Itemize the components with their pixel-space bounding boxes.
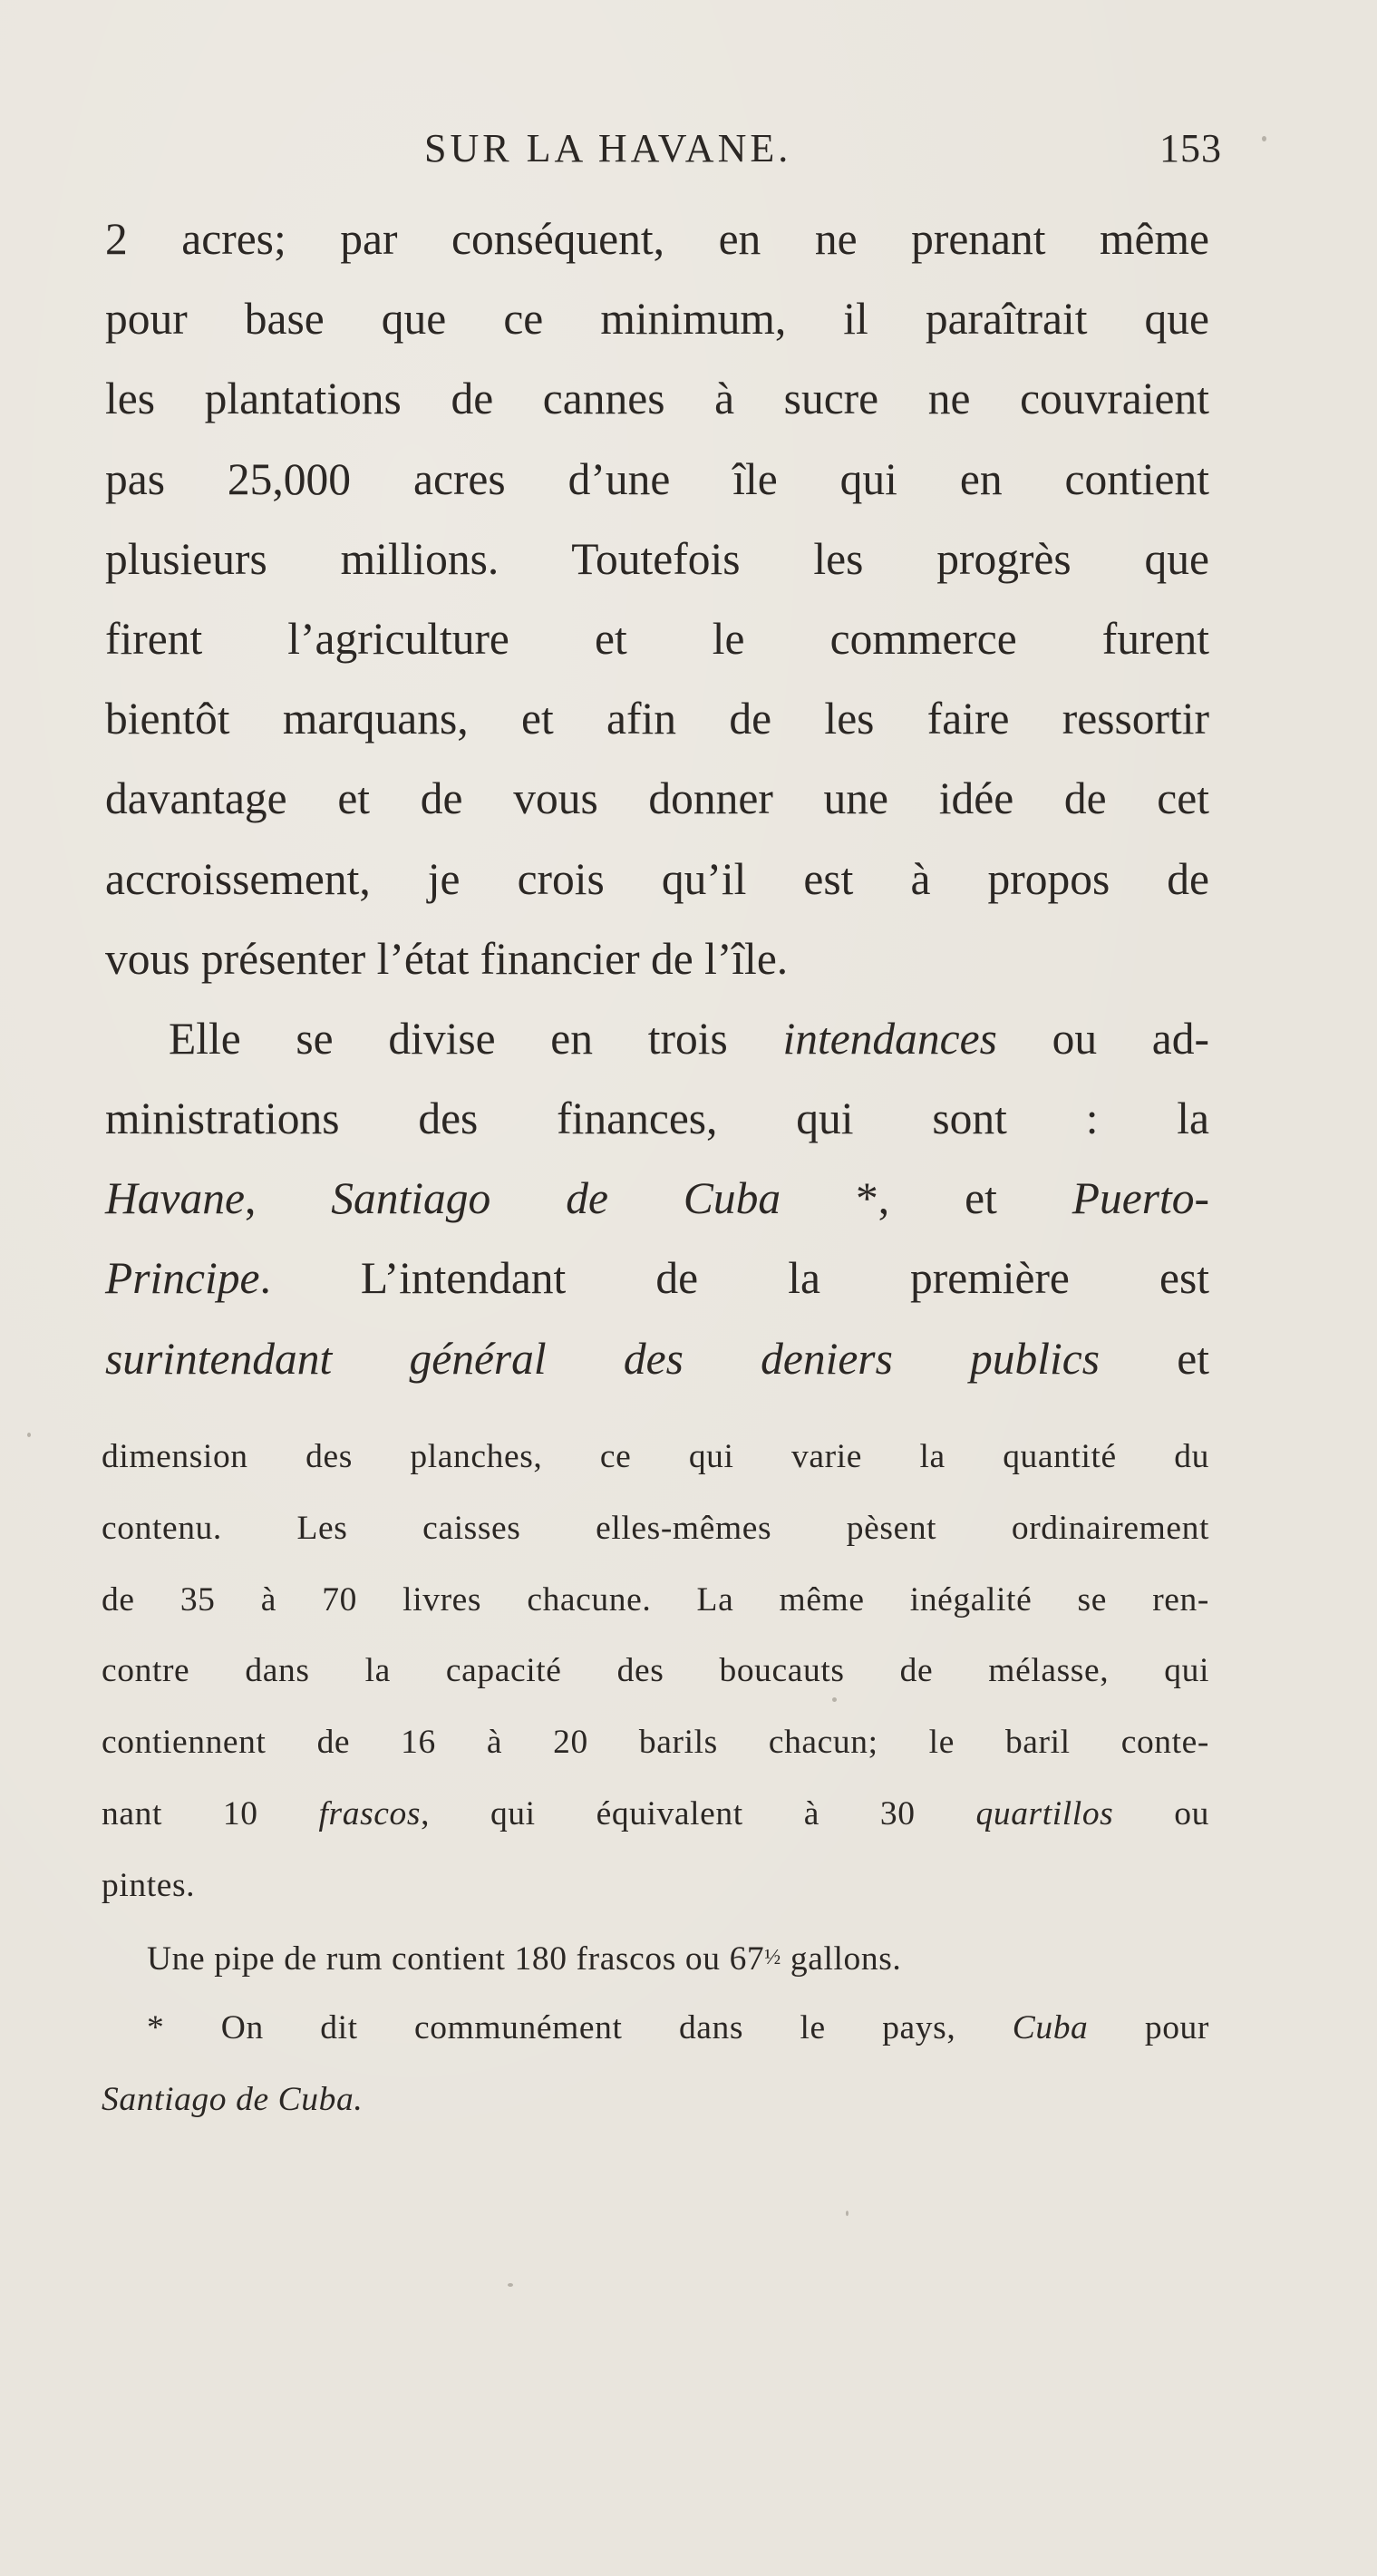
text-line: accroissement, je crois qu’il est à propos de: [105, 853, 1209, 904]
text-line: bientôt marquans, et afin de les faire ressortir: [105, 694, 1209, 744]
text-run: nant 10: [102, 1794, 319, 1832]
paper-speck: [508, 2283, 513, 2287]
emphasis: quartillos: [975, 1794, 1114, 1832]
note-line: dimension des planches, ce qui varie la quantité du: [102, 1438, 1209, 1475]
text-line: les plantations de cannes à sucre ne couvraient: [105, 374, 1209, 424]
emphasis: surintendant général des deniers publics: [105, 1333, 1101, 1384]
emphasis: intendances: [782, 1013, 997, 1064]
text-line: pour base que ce minimum, il paraîtrait que: [105, 294, 1209, 345]
note-line: [102, 1922, 1209, 1994]
text-run: , qui équivalent à 30: [421, 1794, 976, 1832]
emphasis: Principe: [105, 1253, 260, 1304]
paper-speck: [1262, 136, 1266, 141]
note-line: [102, 1993, 1209, 2065]
text-run: Une pipe de rum contient 180 frascos ou 67: [147, 1939, 765, 1978]
text-run: et: [1100, 1333, 1209, 1384]
text-line: pas 25,000 acres d’une île qui en contient: [105, 453, 1209, 504]
text-run: *, et: [781, 1173, 1072, 1224]
emphasis: Cuba: [1012, 2009, 1089, 2047]
main-text: [105, 199, 1209, 1399]
text-line: [105, 1239, 1209, 1318]
running-title: SUR LA HAVANE.: [424, 126, 792, 170]
note-line: de 35 à 70 livres chacune. La même inégalité se ren-: [102, 1580, 1209, 1619]
fraction: ½: [764, 1945, 781, 1969]
text-run: gallons.: [781, 1939, 902, 1978]
text-line: [105, 1159, 1209, 1239]
text-run: ,: [244, 1173, 332, 1224]
text-run: ou: [1113, 1794, 1209, 1832]
text-run: Elle se divise en trois: [169, 1013, 783, 1064]
text-run: . L’intendant de la première est: [259, 1253, 1209, 1304]
note-line: contenu. Les caisses elles-mêmes pèsent ordinairement: [102, 1509, 1209, 1547]
page-number: 153: [1159, 126, 1222, 170]
paper-speck: [832, 1697, 837, 1702]
emphasis: frascos: [318, 1794, 422, 1832]
text-line: [105, 999, 1209, 1079]
text-line: plusieurs millions. Toutefois les progrès que: [105, 533, 1209, 584]
text-line: 2 acres; par conséquent, en ne prenant même: [105, 214, 1209, 264]
emphasis: Santiago de Cuba: [331, 1173, 781, 1224]
note-line: Santiago de Cuba.: [102, 2081, 364, 2119]
text-run: * On dit communément dans le pays,: [147, 2009, 1013, 2047]
note-line: contre dans la capacité des boucauts de mélasse, qui: [102, 1652, 1209, 1690]
text-run: pour: [1088, 2009, 1209, 2047]
text-line: [105, 1319, 1209, 1399]
emphasis: Puerto-: [1072, 1173, 1209, 1224]
text-run: ou ad-: [996, 1013, 1209, 1064]
emphasis: Havane: [105, 1173, 245, 1224]
paper-speck: [846, 2211, 849, 2216]
text-line: ministrations des finances, qui sont : la: [105, 1094, 1209, 1144]
footnote-text: [102, 1422, 1209, 2136]
paper-speck: [27, 1433, 31, 1437]
note-line: [102, 1779, 1209, 1851]
text-line: davantage et de vous donner une idée de cet: [105, 773, 1209, 824]
text-line: firent l’agriculture et le commerce furent: [105, 613, 1209, 664]
text-line: vous présenter l’état financier de l’île.: [105, 933, 789, 984]
note-line: contiennent de 16 à 20 barils chacun; le baril conte-: [102, 1724, 1209, 1762]
running-head: [424, 125, 1222, 180]
note-line: pintes.: [102, 1866, 196, 1904]
